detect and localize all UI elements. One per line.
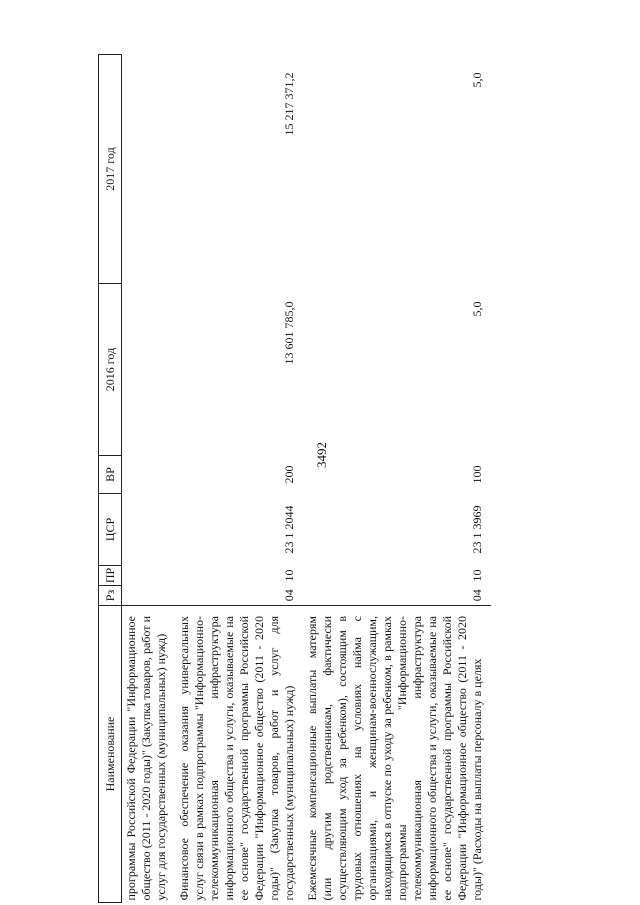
row-name: Финансовое обеспечение оказания универсальных услуг связи в рамках подпрограммы "Информационно-телекоммуникационная инфраструктура информационного общества и услуги, оказываемые на ее основе" государственной программы Российской Федерации "Информационное общество (2011 - 2020 годы)" (Закупка товаров, работ и услуг для государственных (муниципальных) нужд) [175,606,303,903]
row-2017: 15 217 371,2 [282,72,296,136]
row-rz [122,586,176,606]
row-2016: 13 601 785,0 [282,301,296,365]
row-csr: 23 1 2044 [282,505,296,554]
budget-table [98,54,491,903]
row-pr [122,566,176,586]
header-name: Наименование [99,606,122,903]
header-pr: ПР [99,566,122,586]
row-pr: 10 [282,569,296,582]
header-vr: ВР [99,456,122,494]
rotated-content [98,55,621,903]
header-csr: ЦСР [99,494,122,566]
row-2016 [122,284,176,456]
page-number-text: 3492 [314,442,329,468]
row-csr [122,494,176,566]
table-row [122,55,176,903]
row-2016: 5,0 [470,301,484,317]
row-pr: 10 [470,569,484,582]
header-2017: 2017 год [99,55,122,284]
row-name: Ежемесячные компенсационные выплаты матерям (или другим родственникам, фактически осуществляющим уход за ребенком), состоящим в трудовых отношениях на условиях найма с организациями, и женщинам-военнослужащим, находящимся в отпуске по уходу за ребенком, в рамках подпрограммы "Информационно-телекоммуникационная инфраструктура информационного общества и услуги, оказываемые на ее основе" государственной программы Российской Федерации "Информационное общество (2011 - 2020 годы)" (Расходы на выплаты персоналу в целях [303,606,491,903]
table-row [303,55,491,903]
row-vr: 200 [282,465,296,484]
budget-table-sheet [98,55,621,903]
table-row [175,55,303,903]
row-name: программы Российской Федерации "Информационное общество (2011 - 2020 годы)" (Закупка товаров, работ и услуг для государственных (муниципальных) нужд) [122,606,176,903]
row-vr [122,456,176,494]
row-rz: 04 [282,589,296,602]
row-csr: 23 1 3969 [470,505,484,554]
header-rz: Рз [99,586,122,606]
table-header-row [99,55,122,903]
row-vr: 100 [470,465,484,484]
row-2017 [122,55,176,284]
header-2016: 2016 год [99,284,122,456]
row-2017: 5,0 [470,72,484,88]
row-rz: 04 [470,589,484,602]
